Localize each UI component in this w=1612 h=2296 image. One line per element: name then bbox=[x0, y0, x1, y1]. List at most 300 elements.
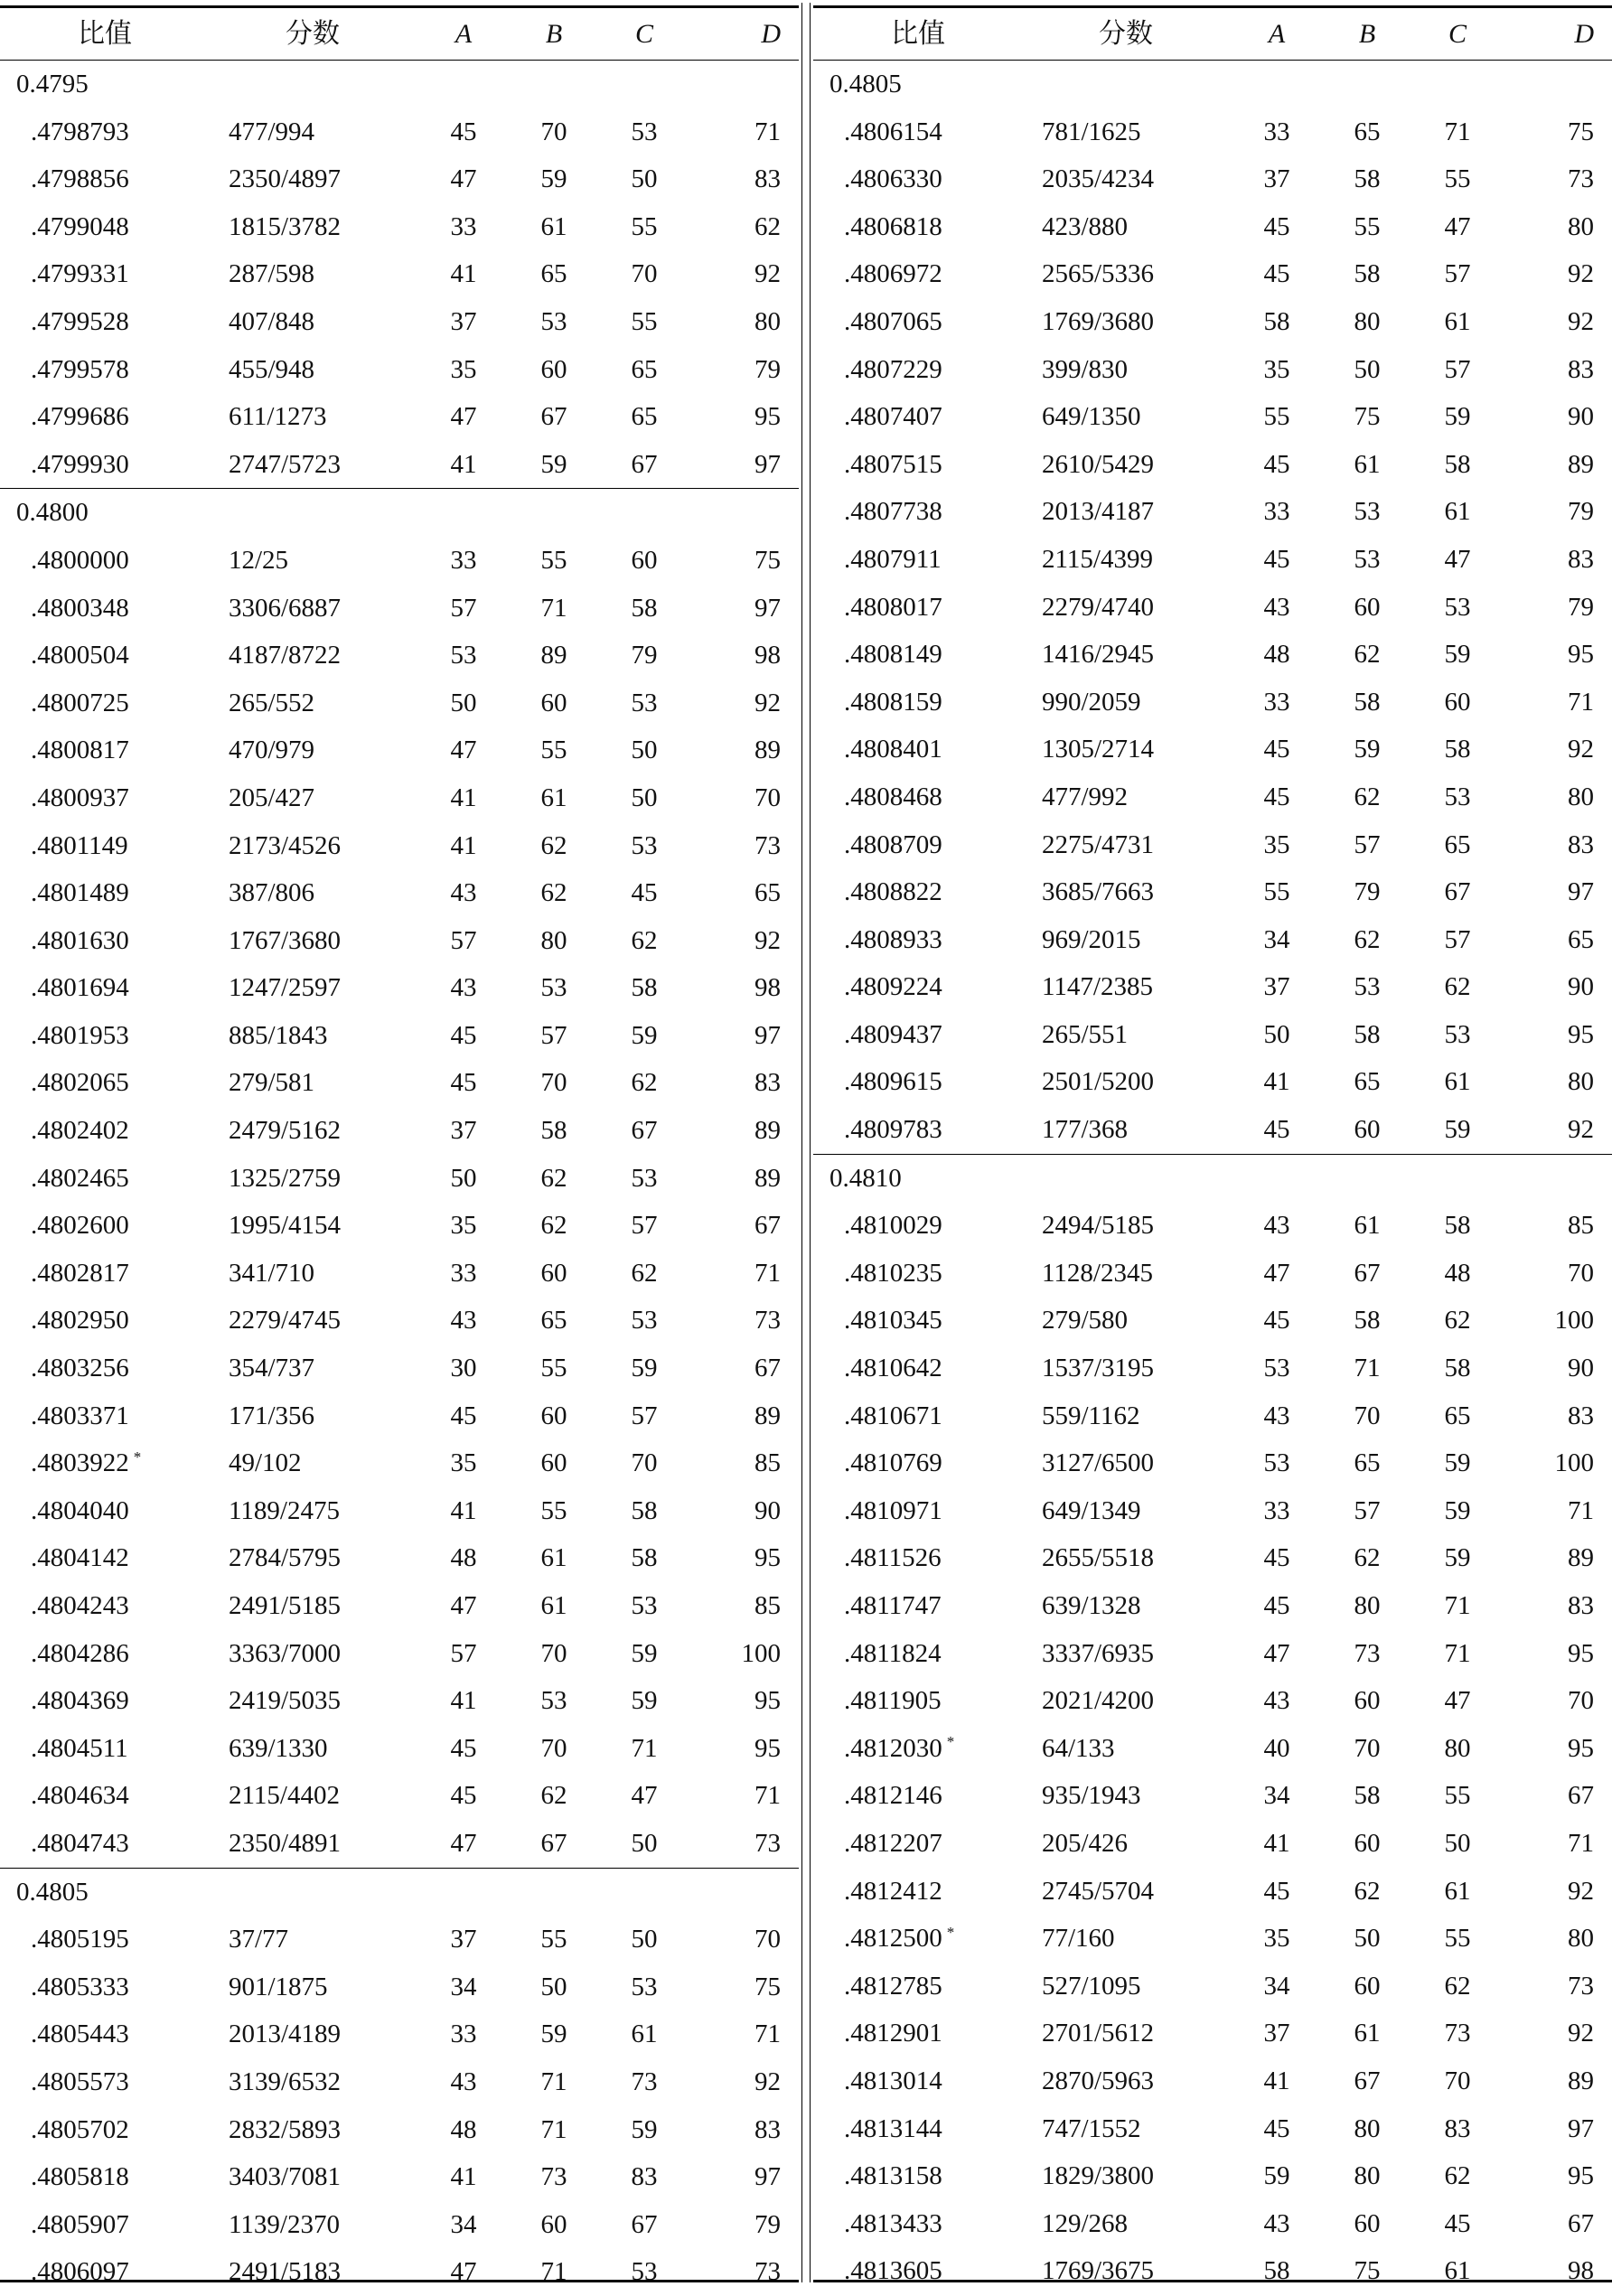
ratio-value: .4811824 bbox=[844, 1638, 942, 1668]
ratio-cell bbox=[844, 298, 942, 346]
a-cell: 35 bbox=[1263, 1924, 1290, 1954]
a-cell: 45 bbox=[1263, 544, 1290, 574]
fraction-cell: 341/710 bbox=[229, 1258, 315, 1288]
column-divider bbox=[801, 3, 802, 2282]
fraction-cell: 1139/2370 bbox=[229, 2209, 340, 2239]
c-cell: 50 bbox=[631, 164, 658, 194]
table-row bbox=[813, 441, 1612, 489]
table-row bbox=[813, 963, 1612, 1011]
ratio-cell bbox=[31, 1487, 129, 1535]
c-cell: 53 bbox=[631, 2257, 658, 2287]
ratio-cell bbox=[844, 726, 942, 773]
ratio-cell bbox=[844, 441, 942, 489]
b-cell: 59 bbox=[540, 449, 567, 479]
table-row bbox=[813, 1487, 1612, 1535]
c-cell: 55 bbox=[631, 306, 658, 336]
fraction-cell: 477/994 bbox=[229, 117, 315, 146]
d-cell: 85 bbox=[754, 1448, 781, 1478]
table-row bbox=[813, 1202, 1612, 1250]
c-cell: 70 bbox=[631, 259, 658, 289]
ratio-cell bbox=[31, 964, 129, 1012]
ratio-cell bbox=[844, 1772, 942, 1820]
table-row bbox=[0, 2058, 799, 2106]
a-cell: 47 bbox=[450, 2257, 477, 2287]
fraction-cell: 649/1350 bbox=[1042, 402, 1141, 432]
b-cell: 62 bbox=[540, 1781, 567, 1811]
table-row bbox=[813, 1392, 1612, 1440]
fraction-cell: 2491/5183 bbox=[229, 2257, 342, 2287]
table-row bbox=[813, 1297, 1612, 1345]
ratio-cell bbox=[844, 1868, 942, 1916]
ratio-cell bbox=[31, 537, 129, 585]
c-cell: 58 bbox=[1444, 449, 1471, 479]
fraction-cell: 2173/4526 bbox=[229, 830, 342, 860]
column-divider bbox=[810, 3, 811, 2282]
b-cell: 67 bbox=[540, 402, 567, 432]
d-cell: 73 bbox=[1568, 164, 1594, 194]
d-cell: 98 bbox=[1568, 2256, 1594, 2286]
a-cell: 37 bbox=[450, 306, 477, 336]
d-cell: 89 bbox=[754, 1401, 781, 1430]
b-cell: 53 bbox=[1354, 972, 1381, 1002]
c-cell: 50 bbox=[631, 1925, 658, 1954]
table-row bbox=[0, 2106, 799, 2154]
ratio-value: .4812901 bbox=[844, 2019, 942, 2048]
d-cell: 95 bbox=[1568, 1019, 1594, 1049]
ratio-value: .4803922 bbox=[31, 1448, 129, 1478]
ratio-value: .4812500 bbox=[844, 1924, 942, 1954]
asterisk-mark: * bbox=[946, 1733, 955, 1751]
table-row bbox=[813, 1439, 1612, 1487]
b-cell: 58 bbox=[1354, 1306, 1381, 1335]
ratio-cell bbox=[844, 1345, 942, 1392]
ratio-cell bbox=[844, 2247, 942, 2295]
c-cell: 67 bbox=[631, 1116, 658, 1146]
c-cell: 53 bbox=[631, 117, 658, 146]
a-cell: 45 bbox=[1263, 1306, 1290, 1335]
ratio-value: .4804369 bbox=[31, 1686, 129, 1716]
fraction-cell: 935/1943 bbox=[1042, 1781, 1141, 1811]
a-cell: 48 bbox=[450, 1543, 477, 1573]
fraction-cell: 1769/3680 bbox=[1042, 306, 1155, 336]
b-cell: 59 bbox=[1354, 735, 1381, 764]
table-row bbox=[0, 155, 799, 203]
table-row bbox=[813, 1677, 1612, 1725]
ratio-cell bbox=[844, 393, 942, 441]
b-cell: 70 bbox=[540, 117, 567, 146]
a-cell: 33 bbox=[1263, 497, 1290, 527]
ratio-value: .4804040 bbox=[31, 1495, 129, 1525]
a-cell: 55 bbox=[1263, 402, 1290, 432]
d-cell: 79 bbox=[1568, 592, 1594, 622]
c-cell: 47 bbox=[1444, 1686, 1471, 1716]
b-cell: 60 bbox=[540, 1258, 567, 1288]
table-row bbox=[0, 1297, 799, 1345]
table-row bbox=[813, 488, 1612, 536]
ratio-cell bbox=[31, 1820, 129, 1868]
ratio-cell bbox=[844, 536, 942, 584]
table-row bbox=[813, 155, 1612, 203]
fraction-cell: 2747/5723 bbox=[229, 449, 342, 479]
ratio-cell bbox=[31, 1439, 141, 1487]
b-cell: 71 bbox=[1354, 1354, 1381, 1383]
table-row bbox=[813, 1582, 1612, 1630]
a-cell: 43 bbox=[450, 1306, 477, 1335]
b-cell: 80 bbox=[1354, 2113, 1381, 2143]
c-cell: 61 bbox=[1444, 2256, 1471, 2286]
d-cell: 89 bbox=[1568, 2066, 1594, 2095]
table-row bbox=[0, 964, 799, 1012]
header-ratio: 比值 bbox=[78, 19, 132, 49]
c-cell: 57 bbox=[1444, 924, 1471, 954]
ratio-cell bbox=[844, 679, 942, 726]
fraction-cell: 3337/6935 bbox=[1042, 1638, 1155, 1668]
c-cell: 58 bbox=[1444, 1354, 1471, 1383]
ratio-value: .4810029 bbox=[844, 1211, 942, 1241]
table-row bbox=[0, 1963, 799, 2011]
table-row bbox=[0, 250, 799, 298]
c-cell: 62 bbox=[1444, 1306, 1471, 1335]
ratio-value: .4798793 bbox=[31, 117, 129, 146]
a-cell: 33 bbox=[1263, 687, 1290, 717]
ratio-value: .4801694 bbox=[31, 973, 129, 1003]
d-cell: 80 bbox=[1568, 782, 1594, 811]
d-cell: 100 bbox=[741, 1638, 781, 1668]
table-row bbox=[813, 1963, 1612, 2010]
d-cell: 98 bbox=[754, 973, 781, 1003]
a-cell: 57 bbox=[450, 593, 477, 623]
table-row bbox=[0, 1725, 799, 1773]
d-cell: 73 bbox=[754, 830, 781, 860]
fraction-cell: 37/77 bbox=[229, 1925, 289, 1954]
a-cell: 33 bbox=[1263, 1495, 1290, 1525]
a-cell: 43 bbox=[450, 878, 477, 908]
d-cell: 95 bbox=[754, 1543, 781, 1573]
c-cell: 53 bbox=[631, 1163, 658, 1193]
fraction-cell: 3685/7663 bbox=[1042, 877, 1155, 907]
d-cell: 90 bbox=[1568, 1354, 1594, 1383]
ratio-value: .4807911 bbox=[844, 544, 942, 574]
b-cell: 60 bbox=[1354, 2208, 1381, 2238]
ratio-value: .4811905 bbox=[844, 1686, 942, 1716]
c-cell: 73 bbox=[631, 2066, 658, 2096]
ratio-cell bbox=[31, 679, 129, 727]
a-cell: 43 bbox=[1263, 1401, 1290, 1430]
a-cell: 45 bbox=[1263, 259, 1290, 289]
fraction-cell: 611/1273 bbox=[229, 402, 327, 432]
b-cell: 71 bbox=[540, 2257, 567, 2287]
fraction-cell: 3139/6532 bbox=[229, 2066, 342, 2096]
c-cell: 67 bbox=[1444, 877, 1471, 907]
ratio-cell bbox=[844, 2152, 942, 2200]
d-cell: 92 bbox=[1568, 735, 1594, 764]
fraction-cell: 2350/4891 bbox=[229, 1828, 342, 1858]
c-cell: 58 bbox=[1444, 1211, 1471, 1241]
asterisk-mark: * bbox=[946, 1923, 955, 1941]
ratio-value: .4801489 bbox=[31, 878, 129, 908]
d-cell: 95 bbox=[1568, 1733, 1594, 1763]
fraction-cell: 990/2059 bbox=[1042, 687, 1141, 717]
right-table bbox=[813, 5, 1612, 2286]
fraction-cell: 12/25 bbox=[229, 545, 289, 575]
b-cell: 58 bbox=[1354, 1781, 1381, 1811]
b-cell: 61 bbox=[540, 1591, 567, 1620]
b-cell: 79 bbox=[1354, 877, 1381, 907]
d-cell: 83 bbox=[1568, 544, 1594, 574]
table-row bbox=[0, 679, 799, 727]
c-cell: 53 bbox=[631, 1591, 658, 1620]
header-fraction: 分数 bbox=[286, 19, 340, 49]
table-row bbox=[813, 1820, 1612, 1868]
d-cell: 79 bbox=[1568, 497, 1594, 527]
b-cell: 61 bbox=[540, 783, 567, 812]
b-cell: 55 bbox=[540, 736, 567, 765]
ratio-value: .4813605 bbox=[844, 2256, 942, 2286]
ratio-value: .4801149 bbox=[31, 830, 128, 860]
c-cell: 58 bbox=[631, 1543, 658, 1573]
c-cell: 59 bbox=[1444, 1495, 1471, 1525]
ratio-value: .4801953 bbox=[31, 1020, 129, 1050]
b-cell: 70 bbox=[540, 1068, 567, 1098]
fraction-cell: 407/848 bbox=[229, 306, 315, 336]
b-cell: 60 bbox=[540, 688, 567, 717]
a-cell: 47 bbox=[450, 402, 477, 432]
c-cell: 62 bbox=[631, 1068, 658, 1098]
fraction-cell: 455/948 bbox=[229, 354, 315, 384]
a-cell: 37 bbox=[450, 1116, 477, 1146]
table-row bbox=[813, 536, 1612, 584]
d-cell: 67 bbox=[754, 1354, 781, 1383]
c-cell: 61 bbox=[1444, 497, 1471, 527]
b-cell: 59 bbox=[540, 164, 567, 194]
a-cell: 34 bbox=[450, 1972, 477, 2001]
table-row bbox=[813, 1011, 1612, 1059]
b-cell: 55 bbox=[540, 1495, 567, 1525]
d-cell: 95 bbox=[754, 1686, 781, 1716]
fraction-cell: 64/133 bbox=[1042, 1733, 1115, 1763]
ratio-value: .4799578 bbox=[31, 354, 129, 384]
a-cell: 53 bbox=[1263, 1448, 1290, 1478]
fraction-cell: 205/427 bbox=[229, 783, 315, 812]
d-cell: 90 bbox=[754, 1495, 781, 1525]
d-cell: 95 bbox=[1568, 2161, 1594, 2191]
table-row bbox=[0, 1250, 799, 1298]
d-cell: 83 bbox=[754, 164, 781, 194]
c-cell: 59 bbox=[631, 1020, 658, 1050]
ratio-cell bbox=[31, 298, 129, 346]
table-row bbox=[0, 2201, 799, 2249]
table-row bbox=[0, 774, 799, 822]
b-cell: 60 bbox=[1354, 1115, 1381, 1145]
b-cell: 50 bbox=[1354, 354, 1381, 384]
d-cell: 97 bbox=[754, 1020, 781, 1050]
b-cell: 61 bbox=[1354, 449, 1381, 479]
fraction-cell: 287/598 bbox=[229, 259, 315, 289]
d-cell: 70 bbox=[1568, 1258, 1594, 1288]
c-cell: 59 bbox=[631, 1686, 658, 1716]
fraction-cell: 2115/4402 bbox=[229, 1781, 340, 1811]
d-cell: 85 bbox=[754, 1591, 781, 1620]
header-c: C bbox=[1448, 19, 1467, 49]
fraction-cell: 177/368 bbox=[1042, 1115, 1129, 1145]
ratio-cell bbox=[844, 1392, 942, 1440]
ratio-cell bbox=[844, 108, 942, 156]
d-cell: 75 bbox=[754, 545, 781, 575]
ratio-value: .4813433 bbox=[844, 2208, 942, 2238]
a-cell: 55 bbox=[1263, 877, 1290, 907]
fraction-cell: 2013/4187 bbox=[1042, 497, 1155, 527]
b-cell: 65 bbox=[1354, 1448, 1381, 1478]
ratio-cell bbox=[844, 1630, 942, 1678]
d-cell: 83 bbox=[1568, 1591, 1594, 1620]
fraction-cell: 3127/6500 bbox=[1042, 1448, 1155, 1478]
table-row bbox=[0, 2153, 799, 2201]
a-cell: 58 bbox=[1263, 306, 1290, 336]
a-cell: 45 bbox=[450, 1020, 477, 1050]
fraction-cell: 1189/2475 bbox=[229, 1495, 340, 1525]
ratio-value: .4812030 bbox=[844, 1733, 942, 1763]
c-cell: 50 bbox=[631, 1828, 658, 1858]
a-cell: 45 bbox=[1263, 1591, 1290, 1620]
c-cell: 53 bbox=[1444, 592, 1471, 622]
c-cell: 53 bbox=[631, 1972, 658, 2001]
ratio-cell bbox=[844, 916, 942, 964]
fraction-cell: 2021/4200 bbox=[1042, 1686, 1155, 1716]
table-row bbox=[0, 822, 799, 870]
d-cell: 92 bbox=[1568, 2019, 1594, 2048]
a-cell: 41 bbox=[450, 830, 477, 860]
c-cell: 83 bbox=[631, 2162, 658, 2192]
ratio-value: .4804243 bbox=[31, 1591, 129, 1620]
table-row bbox=[813, 773, 1612, 821]
a-cell: 47 bbox=[450, 736, 477, 765]
group-header-row bbox=[0, 488, 799, 537]
b-cell: 80 bbox=[1354, 1591, 1381, 1620]
a-cell: 45 bbox=[1263, 211, 1290, 241]
ratio-value: .4800000 bbox=[31, 545, 129, 575]
table-row bbox=[0, 1916, 799, 1963]
b-cell: 62 bbox=[1354, 782, 1381, 811]
b-cell: 62 bbox=[1354, 1876, 1381, 1906]
d-cell: 92 bbox=[1568, 259, 1594, 289]
ratio-value: .4812207 bbox=[844, 1828, 942, 1858]
fraction-cell: 2655/5518 bbox=[1042, 1543, 1155, 1573]
a-cell: 41 bbox=[1263, 2066, 1290, 2095]
d-cell: 85 bbox=[1568, 1211, 1594, 1241]
b-cell: 53 bbox=[1354, 497, 1381, 527]
ratio-cell bbox=[844, 773, 942, 821]
ratio-value: .4808159 bbox=[844, 687, 942, 717]
b-cell: 60 bbox=[540, 1401, 567, 1430]
c-cell: 55 bbox=[1444, 164, 1471, 194]
ratio-cell bbox=[31, 1107, 129, 1155]
ratio-value: .4810642 bbox=[844, 1354, 942, 1383]
b-cell: 58 bbox=[540, 1116, 567, 1146]
table-row bbox=[813, 2200, 1612, 2248]
b-cell: 60 bbox=[1354, 592, 1381, 622]
fraction-cell: 2491/5185 bbox=[229, 1591, 342, 1620]
d-cell: 97 bbox=[754, 593, 781, 623]
table-row bbox=[813, 298, 1612, 346]
c-cell: 65 bbox=[631, 402, 658, 432]
ratio-value: .4803371 bbox=[31, 1401, 129, 1430]
fraction-cell: 2610/5429 bbox=[1042, 449, 1155, 479]
ratio-value: .4802402 bbox=[31, 1116, 129, 1146]
fraction-cell: 2275/4731 bbox=[1042, 829, 1155, 859]
a-cell: 35 bbox=[450, 354, 477, 384]
fraction-cell: 2745/5704 bbox=[1042, 1876, 1155, 1906]
b-cell: 70 bbox=[1354, 1401, 1381, 1430]
c-cell: 65 bbox=[631, 354, 658, 384]
b-cell: 89 bbox=[540, 641, 567, 670]
ratio-cell bbox=[844, 1058, 942, 1106]
fraction-cell: 747/1552 bbox=[1042, 2113, 1141, 2143]
ratio-cell bbox=[844, 631, 942, 679]
a-cell: 57 bbox=[450, 925, 477, 955]
d-cell: 80 bbox=[1568, 1924, 1594, 1954]
fraction-cell: 279/581 bbox=[229, 1068, 315, 1098]
c-cell: 47 bbox=[631, 1781, 658, 1811]
c-cell: 58 bbox=[631, 973, 658, 1003]
b-cell: 80 bbox=[540, 925, 567, 955]
header-d: D bbox=[761, 19, 781, 49]
ratio-value: .4800817 bbox=[31, 736, 129, 765]
ratio-value: .4805907 bbox=[31, 2209, 129, 2239]
ratio-value: .4808933 bbox=[844, 924, 942, 954]
c-cell: 59 bbox=[631, 1354, 658, 1383]
a-cell: 45 bbox=[450, 1401, 477, 1430]
ratio-value: .4806154 bbox=[844, 117, 942, 146]
ratio-cell bbox=[31, 346, 129, 394]
ratio-value: .4804286 bbox=[31, 1638, 129, 1668]
ratio-cell bbox=[31, 441, 129, 489]
a-cell: 47 bbox=[450, 1591, 477, 1620]
a-cell: 43 bbox=[450, 973, 477, 1003]
b-cell: 67 bbox=[1354, 1258, 1381, 1288]
table-row bbox=[813, 1915, 1612, 1963]
ratio-value: .4799331 bbox=[31, 259, 129, 289]
ratio-value: .4800725 bbox=[31, 688, 129, 717]
fraction-cell: 423/880 bbox=[1042, 211, 1129, 241]
table-row bbox=[0, 869, 799, 917]
table-row bbox=[813, 2057, 1612, 2105]
c-cell: 48 bbox=[1444, 1258, 1471, 1288]
ratio-cell bbox=[31, 632, 129, 679]
a-cell: 53 bbox=[1263, 1354, 1290, 1383]
c-cell: 53 bbox=[631, 1306, 658, 1335]
table-row bbox=[813, 108, 1612, 156]
ratio-value: .4802465 bbox=[31, 1163, 129, 1193]
fraction-cell: 1325/2759 bbox=[229, 1163, 342, 1193]
a-cell: 45 bbox=[1263, 735, 1290, 764]
c-cell: 59 bbox=[631, 2114, 658, 2144]
ratio-cell bbox=[31, 726, 129, 774]
b-cell: 58 bbox=[1354, 259, 1381, 289]
ratio-value: .4811747 bbox=[844, 1591, 942, 1620]
ratio-cell bbox=[844, 1963, 942, 2010]
b-cell: 75 bbox=[1354, 402, 1381, 432]
ratio-cell bbox=[31, 1677, 129, 1725]
d-cell: 65 bbox=[1568, 924, 1594, 954]
ratio-cell bbox=[844, 1534, 942, 1582]
group-label: 0.4805 bbox=[16, 1877, 89, 1907]
d-cell: 98 bbox=[754, 641, 781, 670]
ratio-value: .4806972 bbox=[844, 259, 942, 289]
b-cell: 53 bbox=[1354, 544, 1381, 574]
fraction-cell: 129/268 bbox=[1042, 2208, 1129, 2238]
b-cell: 65 bbox=[540, 259, 567, 289]
d-cell: 67 bbox=[1568, 2208, 1594, 2238]
